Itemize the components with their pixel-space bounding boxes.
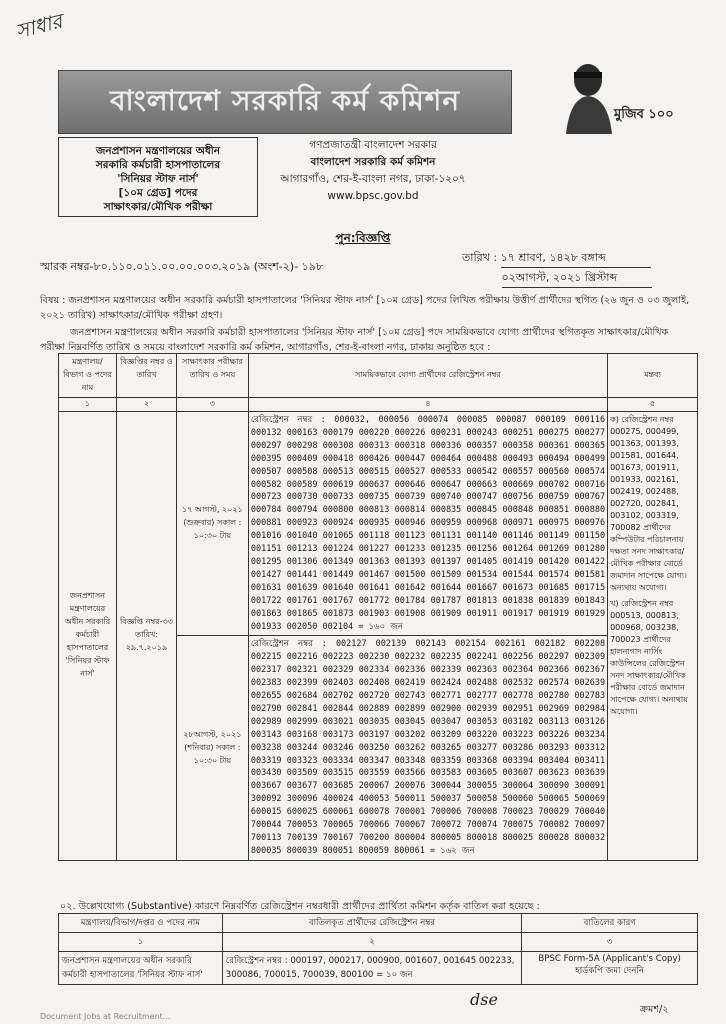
cancelled-regs: রেজিস্ট্রেশন নম্বর : 000197, 000217, 000900, 001607, 001645 002233, 300086, 700015, 700039, 800100 = ১০ জন <box>222 952 521 985</box>
date-english: ০২আগস্ট, ২০২১ খ্রিস্টাব্দ <box>502 268 652 288</box>
slot1-registration-list: রেজিস্ট্রেশন নম্বর : 000032, 000056 000074 000085 000087 000109 000116 000132 000163 000179 000220 000226 000231 000243 000251 000275 000277 000297 000298 000308 000313 000318 000336 000357 000358 000361 000365 000395 000409 000418 000426 000447 000464 000488 000493 000494 000499 000507 000508 000513 000515 000527 000533 000542 000557 000560 000574 000582 000589 000619 000637 000646 000647 000663 000669 000702 000716 000723 000730 000733 000735 000739 000740 000747 000756 000759 000767 000784 000794 000800 000813 000814 000835 000845 000848 000851 000880 000881 000923 000924 000935 000946 000959 000968 000971 000975 000976 001016 001040 001065 001118 001123 001131 001140 001146 001149 001150 001151 001213 001224 001227 001233 001235 001256 001264 001269 001280 001295 001306 001349 001363 001393 001397 001405 001419 001420 001422 001427 001441 001449 001467 001500 001509 001534 001544 001574 001581 001631 001639 001640 001641 001642 001644 001667 001673 001685 001715 001722 001761 001767 001772 001784 001787 001813 001838 001839 001843 001863 001865 001873 001903 001908 001909 001911 001917 001919 001929 001933 002050 002104 = ১৬০ জন <box>248 412 607 636</box>
remarks-cell <box>608 412 698 861</box>
intro-paragraph: জনপ্রশাসন মন্ত্রণালয়ের অধীন সরকারি কর্মচারী হাসপাতালের 'সিনিয়র স্টাফ নার্স' [১০ম গ্রেড] পদে সাময়িকভাবে যোগ্য প্রার্থীদের স্থগিতকৃত সাক্ষাৎকার/মৌখিক পরীক্ষা নিম্নবর্ণিত তারিখ ও সময়ে বাংলাদেশ সরকারি কর্ম কমিশন, আগারগাঁও, শের-ই-বাংলা নগর, ঢাকায় অনুষ্ঠিত হবে : <box>40 327 669 353</box>
ministry-cell: জনপ্রশাসন মন্ত্রণালয়ের অধীন সরকারি কর্মচারী হাসপাতালের 'সিনিয়র স্টাফ নার্স' <box>59 412 117 861</box>
cancel-reason: BPSC Form-5A (Applicant's Copy) হার্ডকপি জমা দেননি <box>522 952 698 985</box>
date-block <box>462 248 652 288</box>
circular-cell: বিজ্ঞপ্তি নম্বর-৩৩ তারিখ: ২৯.৭.২০১৯ <box>116 412 176 861</box>
slot2-date: ২৮আগস্ট, ২০২১ (শনিবার) সকাল : ১০:৩০ টায় <box>176 636 248 860</box>
remark-ka: ক) রেজিস্ট্রেশন নম্বর 000275, 000499, 001363, 001393, 001581, 001644, 001673, 001911, 001933, 002161, 002419, 002488, 002720, 002841, 003102, 003319, 700082 প্রার্থীদের কম্পিউটার পরিচালনায় দক্ষতা সনদ সাক্ষাৎকার/মৌখিক পরীক্ষার বোর্ডে জমাদান সাপেক্ষে যোগ্য। অন্যথায় অযোগ্য। <box>610 415 687 592</box>
slot1-date: ১৭ আগস্ট, ২০২১ (শুক্রবার) সকাল : ১০:৩০ টায় <box>176 412 248 636</box>
slot2-registration-list: রেজিস্ট্রেশন নম্বর : 002127 002139 002143 002154 002161 002182 002208 002215 002216 002223 002230 002232 002235 002241 002256 002297 002309 002317 002321 002329 002334 002336 002339 002363 002364 002366 002367 002383 002399 002403 002408 002419 002424 002488 002532 002574 002639 002655 002684 002702 002720 002743 002771 002777 002778 002780 002783 002790 002841 002844 002889 002899 002900 002939 002951 002969 002984 002989 002999 003021 003035 003045 003047 003053 003102 003113 003126 003143 003168 003173 003197 003202 003209 003220 003223 003226 003234 003238 003244 003246 003250 003262 003265 003277 003286 003293 003312 003319 003323 003334 003347 003348 003359 003368 003394 003404 003411 003430 003509 003515 003559 003566 003583 003605 003607 003623 003639 003667 003677 003685 200067 200076 300044 300055 300064 300090 300091 300092 300096 400024 400053 500011 500037 500058 500060 500065 500069 600015 600025 600061 600078 700001 700006 700008 700023 700029 700040 700044 700053 700065 700066 700067 700072 700074 700075 700082 700097 700113 700139 700167 700200 800004 800005 800018 800025 800028 800032 800035 800039 800051 800059 800061 = ১৬২ জন <box>248 636 607 860</box>
col-header-regs: সাময়িকভাবে যোগ্য প্রার্থীদের রেজিস্ট্রেশন নম্বর <box>248 354 607 398</box>
mujib-100-logo <box>560 58 680 134</box>
website-link[interactable]: www.bpsc.gov.bd <box>327 190 419 202</box>
signature: dse <box>470 990 498 1009</box>
bpsc-banner: বাংলাদেশ সরকারি কর্ম কমিশন <box>58 70 512 134</box>
interview-schedule-table: মন্ত্রণালয়/ বিভাগ ও পদের নাম বিজ্ঞপ্তির নম্বর ও তারিখ সাক্ষাৎকার পরীক্ষার তারিখ ও সময় সাময়িকভাবে যোগ্য প্রার্থীদের রেজিস্ট্রেশন নম্বর মন্তব্য ১ ২ ৩ ৪ ৫ জনপ্রশাসন মন্ত্রণালয়ের অধীন সরকারি কর্মচারী হাসপাতালের 'সিনিয়র স্টাফ নার্স' বিজ্ঞপ্তি নম্বর-৩৩ তারিখ: ২৯.৭.২০১৯ ১৭ আগস্ট, ২০২১ (শুক্রবার) সকাল : ১০:৩০ টায় রেজিস্ট্রেশন নম্বর : 000032, 000056 000074 000085 000087 000109 000116 000132 000163 000179 000220 000226 000231 000243 000251 000275 000277 000297 000298 000308 000313 000318 000336 000357 000358 000361 000365 000395 000409 000418 000426 000447 000464 000488 000493 000494 000499 000507 000508 000513 000515 000527 000533 000542 000557 000560 000574 000582 000589 000619 000637 000646 000647 000663 000669 000702 000716 000723 000730 000733 000735 000739 000740 000747 000756 000759 000767 000784 000794 000800 000813 000814 000835 000845 000848 000851 000880 000881 000923 000924 000935 000946 000959 000968 000971 000975 000976 001016 001040 001065 001118 001123 001131 001140 001146 001149 001150 001151 001213 001224 001227 001233 001235 001256 001264 001269 001280 001295 001306 001349 001363 001393 001397 001405 001419 001420 001422 001427 001441 001449 001467 001500 001509 001534 001544 001574 001581 001631 001639 001640 001641 001642 001644 001667 001673 001685 001715 001722 001761 001767 001772 001784 001787 001813 001838 001839 001843 001863 001865 001873 001903 001908 001909 001911 001917 001919 001929 001933 002050 002104 = ১৬০ জন ক) রেজিস্ট্রেশন নম্বর 000275, 000499, 001363, 001393, 001581, 001644, 001673, 001911, 001933, 002161, 002419, 002488, 002720, 002841, 003102, 003319, 700082 প্রার্থীদের কম্পিউটার পরিচালনায় দক্ষতা সনদ সাক্ষাৎকার/মৌখিক পরীক্ষার বোর্ডে জমাদান সাপেক্ষে যোগ্য। অন্যথায় অযোগ্য। খ) রেজিস্ট্রেশন নম্বর 000513, 000813, 000968, 003238, 700023 প্রার্থীদের হালনাগাদ নার্সিং কাউন্সিলের রেজিস্ট্রেশন সনদ সাক্ষাৎকার/মৌখিক পরীক্ষার বোর্ডে জমাদান সাপেক্ষে যোগ্য। অন্যথায় অযোগ্য। ২৮আগস্ট, ২০২১ (শনিবার) সকাল : ১০:৩০ টায় রেজিস্ট্রেশন নম্বর : 002127 002139 002143 002154 002161 002182 002208 002215 002216 002223 002230 002232 002235 002241 002256 002297 002309 002317 002321 002329 002334 002336 002339 002363 002364 002366 002367 002383 002399 002403 002408 002419 002424 002488 002532 002574 002639 002655 002684 002702 002720 002743 002771 002777 002778 002780 002783 002790 002841 002844 002889 002899 002900 002939 002951 002969 002984 002989 002999 003021 003035 003045 003047 003053 003102 003113 003126 003143 003168 003173 003197 003202 003209 003220 003223 003226 003234 003238 003244 003246 003250 003262 003265 003277 003286 003293 003312 003319 003323 003334 003347 003348 003359 003368 003394 003404 003411 003430 003509 003515 003559 003566 003583 003605 003607 003623 003639 003667 003677 003685 200067 200076 300044 300055 300064 300090 300091 300092 300096 400024 400053 500011 500037 500058 500060 500065 500069 600015 600025 600061 600078 700001 700006 700008 700023 700029 700040 700044 700053 700065 700066 700067 700072 700074 700075 700082 700097 700113 700139 700167 700200 800004 800005 800018 800025 800028 800032 800035 800039 800051 800059 800061 = ১৬২ জন <box>58 353 698 861</box>
remark-kha: খ) রেজিস্ট্রেশন নম্বর 000513, 000813, 000968, 003238, 700023 প্রার্থীদের হালনাগাদ নার্সিং কাউন্সিলের রেজিস্ট্রেশন সনদ সাক্ষাৎকার/মৌখিক পরীক্ষার বোর্ডে জমাদান সাপেক্ষে যোগ্য। অন্যথায় অযোগ্য। <box>610 599 688 716</box>
watermark: Document Jobs at Recruitment... <box>40 1012 171 1021</box>
gov-name: গণপ্রজাতন্ত্রী বাংলাদেশ সরকার <box>309 139 437 151</box>
continued-label: ক্রমশ/২ <box>640 1004 669 1015</box>
col-header-date: সাক্ষাৎকার পরীক্ষার তারিখ ও সময় <box>176 354 248 398</box>
col-header-circular: বিজ্ঞপ্তির নম্বর ও তারিখ <box>116 354 176 398</box>
memo-number: স্মারক নম্বর-৮০.১১০.০১১.০০.০০.০০৩.২০১৯ (অংশ-২)- ১৯৮ <box>40 260 324 273</box>
date-bengali: ১৭ শ্রাবণ, ১৪২৮ বঙ্গাব্দ <box>501 248 651 268</box>
handwritten-note: সাধার <box>13 8 65 44</box>
exam-title-box: জনপ্রশাসন মন্ত্রণালয়ের অধীন সরকারি কর্মচারী হাসপাতালের 'সিনিয়র স্টাফ নার্স' [১০ম গ্রেড] পদের সাক্ষাৎকার/মৌখিক পরীক্ষা <box>58 137 258 217</box>
commission-name: বাংলাদেশ সরকারি কর্ম কমিশন <box>310 156 436 168</box>
col-header-ministry: মন্ত্রণালয়/ বিভাগ ও পদের নাম <box>59 354 117 398</box>
address: আগারগাঁও, শের-ই-বাংলা নগর, ঢাকা-১২০৭ <box>280 173 466 185</box>
svg-text:মুজিব ১০০: মুজিব ১০০ <box>614 107 674 122</box>
notice-title: পুন:বিজ্ঞপ্তি <box>335 231 391 245</box>
date-label: তারিখ : <box>462 251 498 264</box>
cancelled-candidates-table: মন্ত্রণালয়/বিভাগ/দপ্তর ও পদের নাম বাতিলকৃত প্রার্থীদের রেজিস্ট্রেশন নম্বর বাতিলের কারণ ১ ২ ৩ জনপ্রশাসন মন্ত্রণালয়ের অধীন সরকারি কর্মচারী হাসপাতালের 'সিনিয়র স্টাফ নার্স' রেজিস্ট্রেশন নম্বর : 000197, 000217, 000900, 001607, 001645 002233, 300086, 700015, 700039, 800100 = ১০ জন BPSC Form-5A (Applicant's Copy) হার্ডকপি জমা দেননি <box>58 913 698 985</box>
subject: বিষয় : জনপ্রশাসন মন্ত্রণালয়ের অধীন সরকারি কর্মচারী হাসপাতালের 'সিনিয়র স্টাফ নার্স' [১০ম গ্রেড] পদের লিখিত পরীক্ষায় উত্তীর্ণ প্রার্থীদের স্থগিত (২৬ জুন ও ০৩ জুলাই, ২০২১ তারিখ) সাক্ষাৎকার/মৌখিক পরীক্ষা গ্রহণ। <box>40 295 690 321</box>
cancelled-ministry: জনপ্রশাসন মন্ত্রণালয়ের অধীন সরকারি কর্মচারী হাসপাতালের 'সিনিয়র স্টাফ নার্স' <box>59 952 223 985</box>
section-2-heading: ০২. উল্লেখযোগ্য (Substantive) কারণে নিম্নবর্ণিত রেজিস্ট্রেশন নম্বরধারী প্রার্থীদের প্রার্থিতা কমিশন কর্তৃক বাতিল করা হয়েছে : <box>60 901 540 912</box>
office-header <box>278 137 468 205</box>
col-header-remarks: মন্তব্য <box>608 354 698 398</box>
